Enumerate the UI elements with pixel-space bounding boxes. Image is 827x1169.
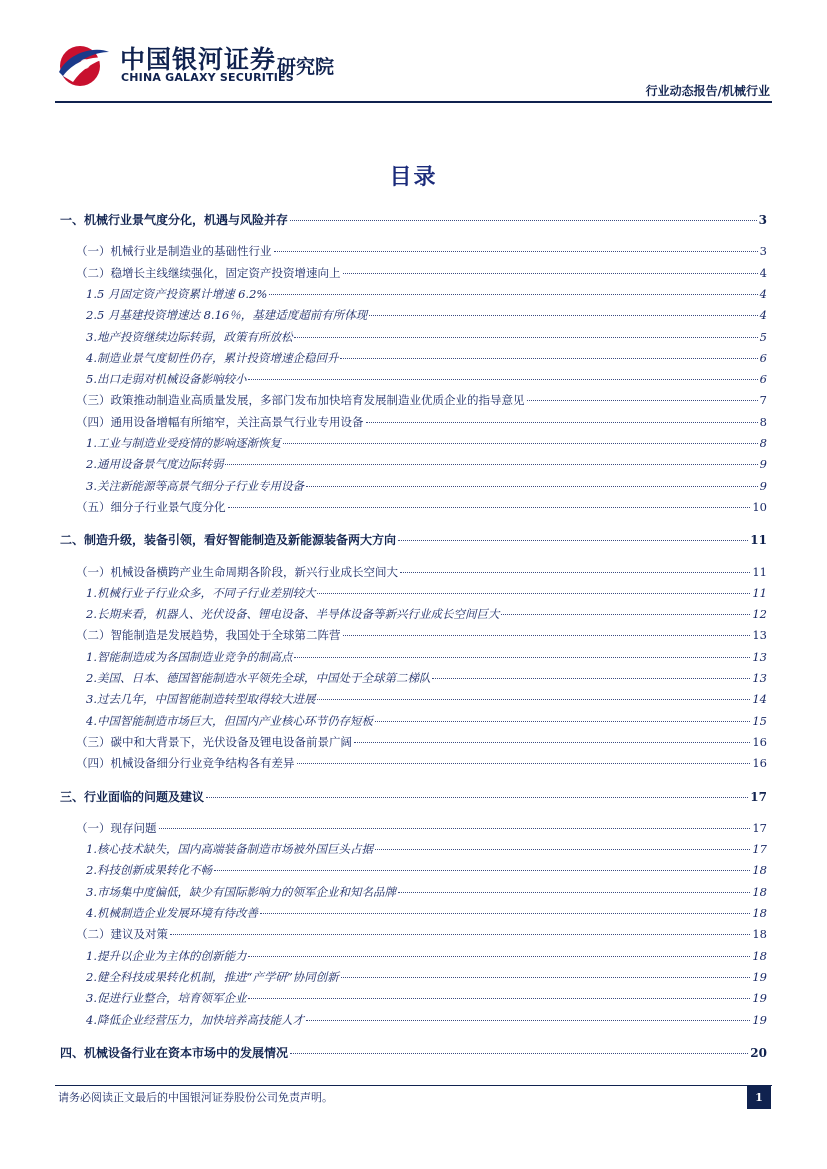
toc-entry[interactable] <box>60 905 767 921</box>
toc-leader-dots <box>159 828 751 829</box>
toc-entry-page: 18 <box>752 906 767 920</box>
toc-entry-title: 2.健全科技成果转化机制，推进“产学研”协同创新 <box>86 969 339 984</box>
toc-leader-dots <box>306 1020 750 1021</box>
toc-entry-title: 1.核心技术缺失，国内高端装备制造市场被外国巨头占据 <box>86 842 373 857</box>
toc-leader-dots <box>527 400 758 401</box>
toc-entry-page: 19 <box>752 969 767 984</box>
toc-entry-title: （二）稳增长主线继续强化，固定资产投资增速向上 <box>76 265 341 280</box>
toc-entry[interactable] <box>60 286 767 302</box>
toc-leader-dots <box>260 913 750 914</box>
toc-leader-dots <box>369 315 757 316</box>
toc-entry[interactable] <box>60 1012 767 1028</box>
brand-name-cn: 中国银河证券 <box>120 45 277 74</box>
toc-leader-dots <box>170 934 750 935</box>
galaxy-logo-icon <box>55 42 111 88</box>
toc-entry[interactable] <box>60 531 767 548</box>
toc-entry[interactable] <box>60 606 767 622</box>
toc-entry[interactable] <box>60 627 767 643</box>
page-number: 1 <box>747 1085 771 1109</box>
toc-entry-title: 1.提升以企业为主体的创新能力 <box>86 948 247 963</box>
toc-leader-dots <box>432 678 750 679</box>
toc-entry[interactable] <box>60 564 767 580</box>
toc-entry-title: （四）机械设备细分行业竞争结构各有差异 <box>76 756 295 771</box>
toc-entry-title: 1.工业与制造业受疫情的影响逐渐恢复 <box>86 436 281 450</box>
toc-entry[interactable] <box>60 265 767 281</box>
toc-entry-page: 16 <box>752 734 767 749</box>
toc-entry-title: 二、制造升级，装备引领，看好智能制造及新能源装备两大方向 <box>60 533 397 548</box>
toc-entry[interactable] <box>60 435 767 451</box>
toc-entry-page: 10 <box>752 499 767 514</box>
toc-entry-page: 19 <box>752 991 767 1006</box>
toc-entry[interactable] <box>60 329 767 345</box>
toc-entry-page: 4 <box>759 308 767 323</box>
toc-entry-page: 8 <box>759 436 767 450</box>
toc-entry-title: （五）细分子行业景气度分化 <box>76 499 226 514</box>
toc-entry[interactable] <box>60 414 767 430</box>
toc-entry-page: 18 <box>752 884 767 899</box>
toc-entry[interactable] <box>60 670 767 686</box>
toc-entry[interactable] <box>60 734 767 750</box>
toc-leader-dots <box>294 657 750 658</box>
toc-leader-dots <box>206 797 748 798</box>
toc-entry[interactable] <box>60 820 767 836</box>
toc-leader-dots <box>398 892 750 893</box>
toc-leader-dots <box>343 273 758 274</box>
toc-entry[interactable] <box>60 713 767 729</box>
toc-entry-title: （一）机械设备横跨产业生命周期各阶段，新兴行业成长空间大 <box>76 564 398 579</box>
toc-entry-page: 13 <box>752 628 767 643</box>
toc-leader-dots <box>297 763 751 764</box>
toc-leader-dots <box>341 977 751 978</box>
toc-entry-page: 17 <box>752 820 767 835</box>
footer-disclaimer: 请务必阅读正文最后的中国银河证券股份公司免责声明。 <box>58 1091 333 1104</box>
toc-entry-title: 4.降低企业经营压力，加快培养高技能人才 <box>86 1012 304 1027</box>
toc-leader-dots <box>375 721 750 722</box>
toc-leader-dots <box>225 464 757 465</box>
header-divider <box>55 101 772 103</box>
toc-entry[interactable] <box>60 392 767 408</box>
toc-entry-title: （三）政策推动制造业高质量发展，多部门发布加快培育发展制造业优质企业的指导意见 <box>76 393 525 408</box>
toc-entry-page: 12 <box>752 607 767 622</box>
toc-entry-title: （一）现存问题 <box>76 820 157 835</box>
toc-entry-title: 3.促进行业整合，培育领军企业 <box>86 991 247 1006</box>
toc-leader-dots <box>354 742 750 743</box>
report-type-label: 行业动态报告/机械行业 <box>645 84 770 98</box>
toc-entry-page: 7 <box>759 393 767 408</box>
toc-entry[interactable] <box>60 990 767 1006</box>
footer-divider <box>55 1085 772 1086</box>
toc-entry-title: 2.长期来看，机器人、光伏设备、锂电设备、半导体设备等新兴行业成长空间巨大 <box>86 607 500 622</box>
toc-leader-dots <box>317 593 750 594</box>
toc-entry[interactable] <box>60 243 767 259</box>
toc-entry[interactable] <box>60 969 767 985</box>
toc-leader-dots <box>501 614 750 615</box>
toc-entry-title: 一、机械行业景气度分化，机遇与风险并存 <box>60 213 289 227</box>
toc-leader-dots <box>248 998 750 999</box>
toc-leader-dots <box>248 379 757 380</box>
toc-entry-page: 11 <box>752 564 767 579</box>
toc-leader-dots <box>214 870 750 871</box>
toc-entry-title: 2.科技创新成果转化不畅 <box>86 863 212 878</box>
toc-entry-page: 8 <box>759 414 767 429</box>
toc-entry[interactable] <box>60 862 767 878</box>
toc-entry-title: 3.市场集中度偏低，缺少有国际影响力的领军企业和知名品牌 <box>86 884 396 899</box>
toc-leader-dots <box>400 572 750 573</box>
toc-entry-page: 11 <box>750 533 767 548</box>
toc-entry[interactable] <box>60 585 767 601</box>
toc-entry-title: 1.智能制造成为各国制造业竞争的制高点 <box>86 649 293 664</box>
toc-entry[interactable] <box>60 499 767 515</box>
toc-entry-page: 20 <box>750 1045 767 1060</box>
toc-entry-page: 6 <box>759 372 767 387</box>
toc-entry[interactable] <box>60 948 767 964</box>
toc-entry-title: 3.关注新能源等高景气细分子行业专用设备 <box>86 478 304 493</box>
toc-leader-dots <box>306 486 758 487</box>
toc-leader-dots <box>317 699 750 700</box>
toc-entry-page: 18 <box>752 863 767 878</box>
toc-leader-dots <box>228 507 751 508</box>
toc-entry-page: 15 <box>752 713 767 728</box>
toc-entry-page: 14 <box>752 692 767 707</box>
toc-entry[interactable] <box>60 649 767 665</box>
toc-entry-title: 4.中国智能制造市场巨大，但国内产业核心环节仍存短板 <box>86 713 373 728</box>
toc-leader-dots <box>274 251 758 252</box>
toc-entry-page: 16 <box>752 756 767 771</box>
toc-entry-title: 三、行业面临的问题及建议 <box>60 789 205 804</box>
page-header <box>0 0 827 110</box>
toc-leader-dots <box>248 956 750 957</box>
toc-entry[interactable] <box>60 211 767 228</box>
toc-entry-title: 1.5 月固定资产投资累计增速 6.2% <box>86 286 268 301</box>
toc-leader-dots <box>290 1053 748 1054</box>
toc-leader-dots <box>366 422 758 423</box>
toc-entry[interactable] <box>60 926 767 942</box>
toc-entry-title: 5.出口走弱对机械设备影响较小 <box>86 372 247 387</box>
toc-entry-page: 18 <box>752 927 767 942</box>
toc-entry-title: （四）通用设备增幅有所缩窄，关注高景气行业专用设备 <box>76 414 364 429</box>
toc-entry[interactable] <box>60 1044 767 1061</box>
toc-entry-page: 11 <box>752 585 767 600</box>
toc-leader-dots <box>375 849 750 850</box>
toc-title: 目录 <box>389 164 438 190</box>
toc-entry-title: 1.机械行业子行业众多，不同子行业差别较大 <box>86 585 316 600</box>
toc-entry-page: 13 <box>752 671 767 685</box>
toc-entry-title: （二）智能制造是发展趋势，我国处于全球第二阵营 <box>76 628 341 643</box>
toc-entry-title: 2.美国、日本、德国智能制造水平领先全球，中国处于全球第二梯队 <box>86 671 431 685</box>
toc-entry[interactable] <box>60 478 767 494</box>
toc-entry-title: （二）建议及对策 <box>76 927 168 942</box>
toc-entry[interactable] <box>60 371 767 387</box>
toc-entry-title: 2.5 月基建投资增速达 8.16％，基建适度超前有所体现 <box>86 308 368 323</box>
toc-entry-page: 3 <box>759 244 767 259</box>
toc-entry-title: （一）机械行业是制造业的基础性行业 <box>76 244 272 259</box>
toc-entry-page: 13 <box>752 649 767 664</box>
toc-entry[interactable] <box>60 755 767 771</box>
toc-entry[interactable] <box>60 788 767 805</box>
toc-entry-title: 2.通用设备景气度边际转弱 <box>86 457 224 472</box>
toc-entry-title: 3.过去几年，中国智能制造转型取得较大进展 <box>86 692 316 707</box>
toc-entry-page: 4 <box>759 265 767 280</box>
toc-leader-dots <box>283 443 758 444</box>
toc-entry[interactable] <box>60 841 767 857</box>
toc-entry-title: 4.制造业景气度韧性仍存，累计投资增速企稳回升 <box>86 350 339 365</box>
toc-leader-dots <box>269 294 757 295</box>
toc-leader-dots <box>398 540 748 541</box>
toc-entry-page: 6 <box>759 350 767 365</box>
toc-entry-title: 4.机械制造企业发展环境有待改善 <box>86 906 258 920</box>
toc-entry-page: 4 <box>759 286 767 301</box>
toc-leader-dots <box>294 337 757 338</box>
toc-leader-dots <box>290 220 757 221</box>
toc-entry[interactable] <box>60 884 767 900</box>
toc-entry-page: 18 <box>752 948 767 963</box>
toc-entry-page: 17 <box>752 842 767 857</box>
toc-entry[interactable] <box>60 691 767 707</box>
toc-entry-page: 9 <box>759 478 767 493</box>
toc-entry[interactable] <box>60 456 767 472</box>
toc-entry[interactable] <box>60 350 767 366</box>
toc-entry-page: 9 <box>759 457 767 472</box>
toc-entry-title: 四、机械设备行业在资本市场中的发展情况 <box>60 1045 289 1060</box>
toc-leader-dots <box>343 635 751 636</box>
toc-entry-title: 3.地产投资继续边际转弱，政策有所放松 <box>86 329 293 344</box>
toc-leader-dots <box>340 358 757 359</box>
toc-entry-page: 19 <box>752 1012 767 1027</box>
brand-institute: 研究院 <box>277 56 335 78</box>
toc-entry-page: 17 <box>750 789 767 804</box>
toc-entry-page: 5 <box>759 329 767 344</box>
brand-name-en: CHINA GALAXY SECURITIES <box>121 71 294 84</box>
toc-entry-title: （三）碳中和大背景下，光伏设备及锂电设备前景广阔 <box>76 734 352 749</box>
toc-entry[interactable] <box>60 307 767 323</box>
toc-entry-page: 3 <box>758 213 767 227</box>
